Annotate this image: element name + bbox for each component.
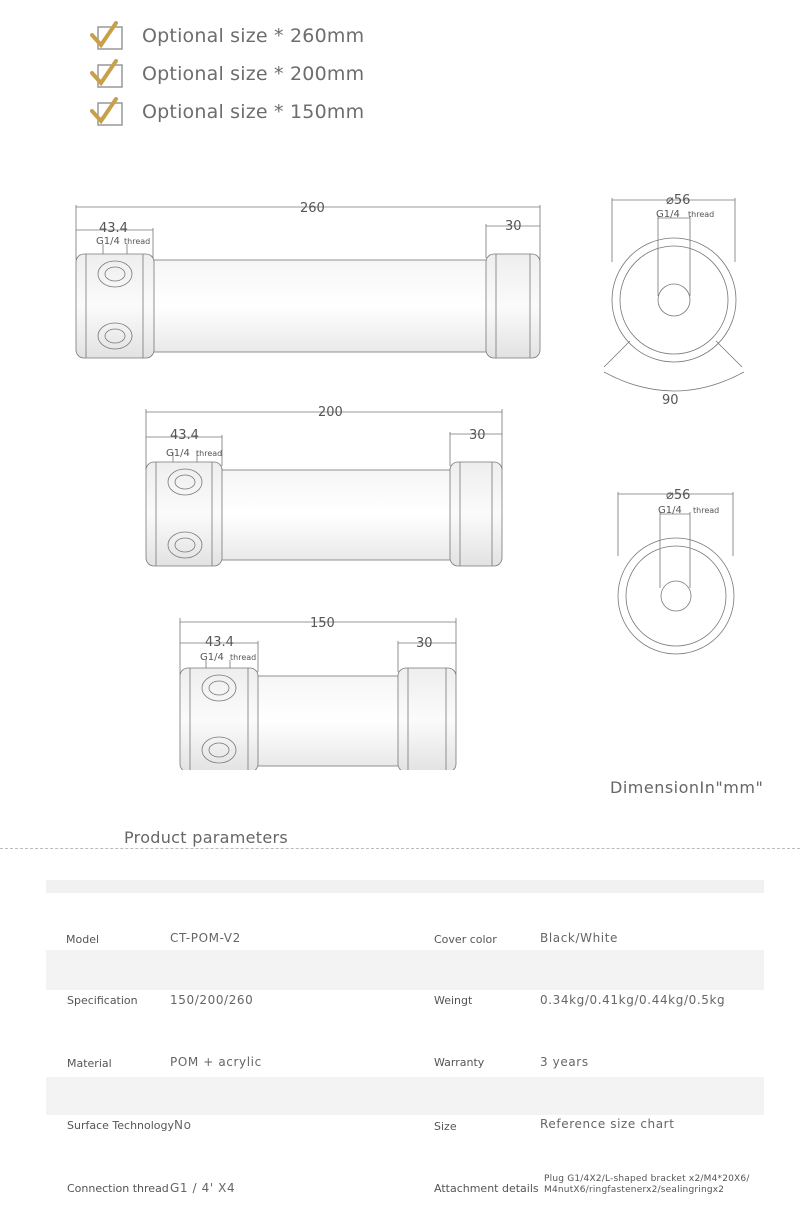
param-value: POM + acrylic [170, 1055, 262, 1069]
param-label: Model [66, 933, 100, 946]
thread-150-label: G1/4 [200, 652, 224, 663]
row-shade [46, 1077, 764, 1115]
section-title: Product parameters [124, 828, 289, 847]
dim-200-port: 43.4 [170, 428, 199, 443]
thread-word: thread [230, 653, 257, 662]
dim-260-length: 260 [300, 201, 325, 216]
param-value: 3 years [540, 1055, 589, 1069]
param-value: M4nutX6/ringfastenerx2/sealingringx2 [544, 1185, 725, 1195]
param-value: Reference size chart [540, 1117, 675, 1131]
checkbox-checked-icon [90, 59, 124, 89]
side1-diameter: ⌀56 [666, 193, 691, 208]
technical-drawing [0, 150, 800, 770]
dim-150-end: 30 [416, 636, 433, 651]
dim-200-length: 200 [318, 405, 343, 420]
dim-150-port: 43.4 [205, 635, 234, 650]
side1-angle: 90 [662, 393, 679, 408]
thread-word: thread [196, 449, 223, 458]
side2-diameter: ⌀56 [666, 488, 691, 503]
param-value: No [174, 1118, 192, 1132]
param-value: G1 / 4' X4 [170, 1181, 236, 1195]
thread-260-label: G1/4 [96, 236, 120, 247]
param-label: Weingt [434, 994, 473, 1007]
option-row [90, 96, 364, 128]
table-header-band [46, 880, 764, 893]
dim-200-end: 30 [469, 428, 486, 443]
param-label: Material [67, 1057, 112, 1070]
checkbox-checked-icon [90, 21, 124, 51]
side1-thread-label: G1/4 [656, 209, 680, 220]
row-shade [46, 950, 764, 990]
thread-word: thread [688, 210, 715, 219]
dim-260-port: 43.4 [99, 221, 128, 236]
option-row [90, 20, 364, 52]
side2-thread-label: G1/4 [658, 505, 682, 516]
option-label: Optional size * 150mm [142, 101, 365, 123]
option-label: Optional size * 200mm [142, 63, 365, 85]
side-view-2-drawing [618, 492, 734, 654]
checkbox-checked-icon [90, 97, 124, 127]
param-label: Warranty [434, 1056, 485, 1069]
thread-200-label: G1/4 [166, 448, 190, 459]
side-view-1-drawing [604, 198, 744, 391]
option-label: Optional size * 260mm [142, 25, 365, 47]
reservoir-260-drawing [76, 205, 540, 358]
param-value: CT-POM-V2 [170, 931, 241, 945]
param-value: 150/200/260 [170, 993, 254, 1007]
dim-150-length: 150 [310, 616, 335, 631]
param-label: Connection thread [67, 1182, 169, 1195]
thread-word: thread [124, 237, 151, 246]
param-value: 0.34kg/0.41kg/0.44kg/0.5kg [540, 993, 726, 1007]
option-row [90, 58, 364, 90]
param-label: Cover color [434, 933, 497, 946]
param-label: Size [434, 1120, 457, 1133]
dimension-unit-note: DimensionIn"mm" [610, 778, 764, 797]
param-value: Plug G1/4X2/L-shaped bracket x2/M4*20X6/ [544, 1174, 750, 1184]
param-label: Surface Technology [67, 1119, 175, 1132]
thread-word: thread [693, 506, 720, 515]
divider [0, 848, 800, 849]
param-label: Specification [67, 994, 138, 1007]
param-value: Black/White [540, 931, 619, 945]
dim-260-end: 30 [505, 219, 522, 234]
param-label: Attachment details [434, 1182, 539, 1195]
reservoir-200-drawing [146, 409, 502, 566]
